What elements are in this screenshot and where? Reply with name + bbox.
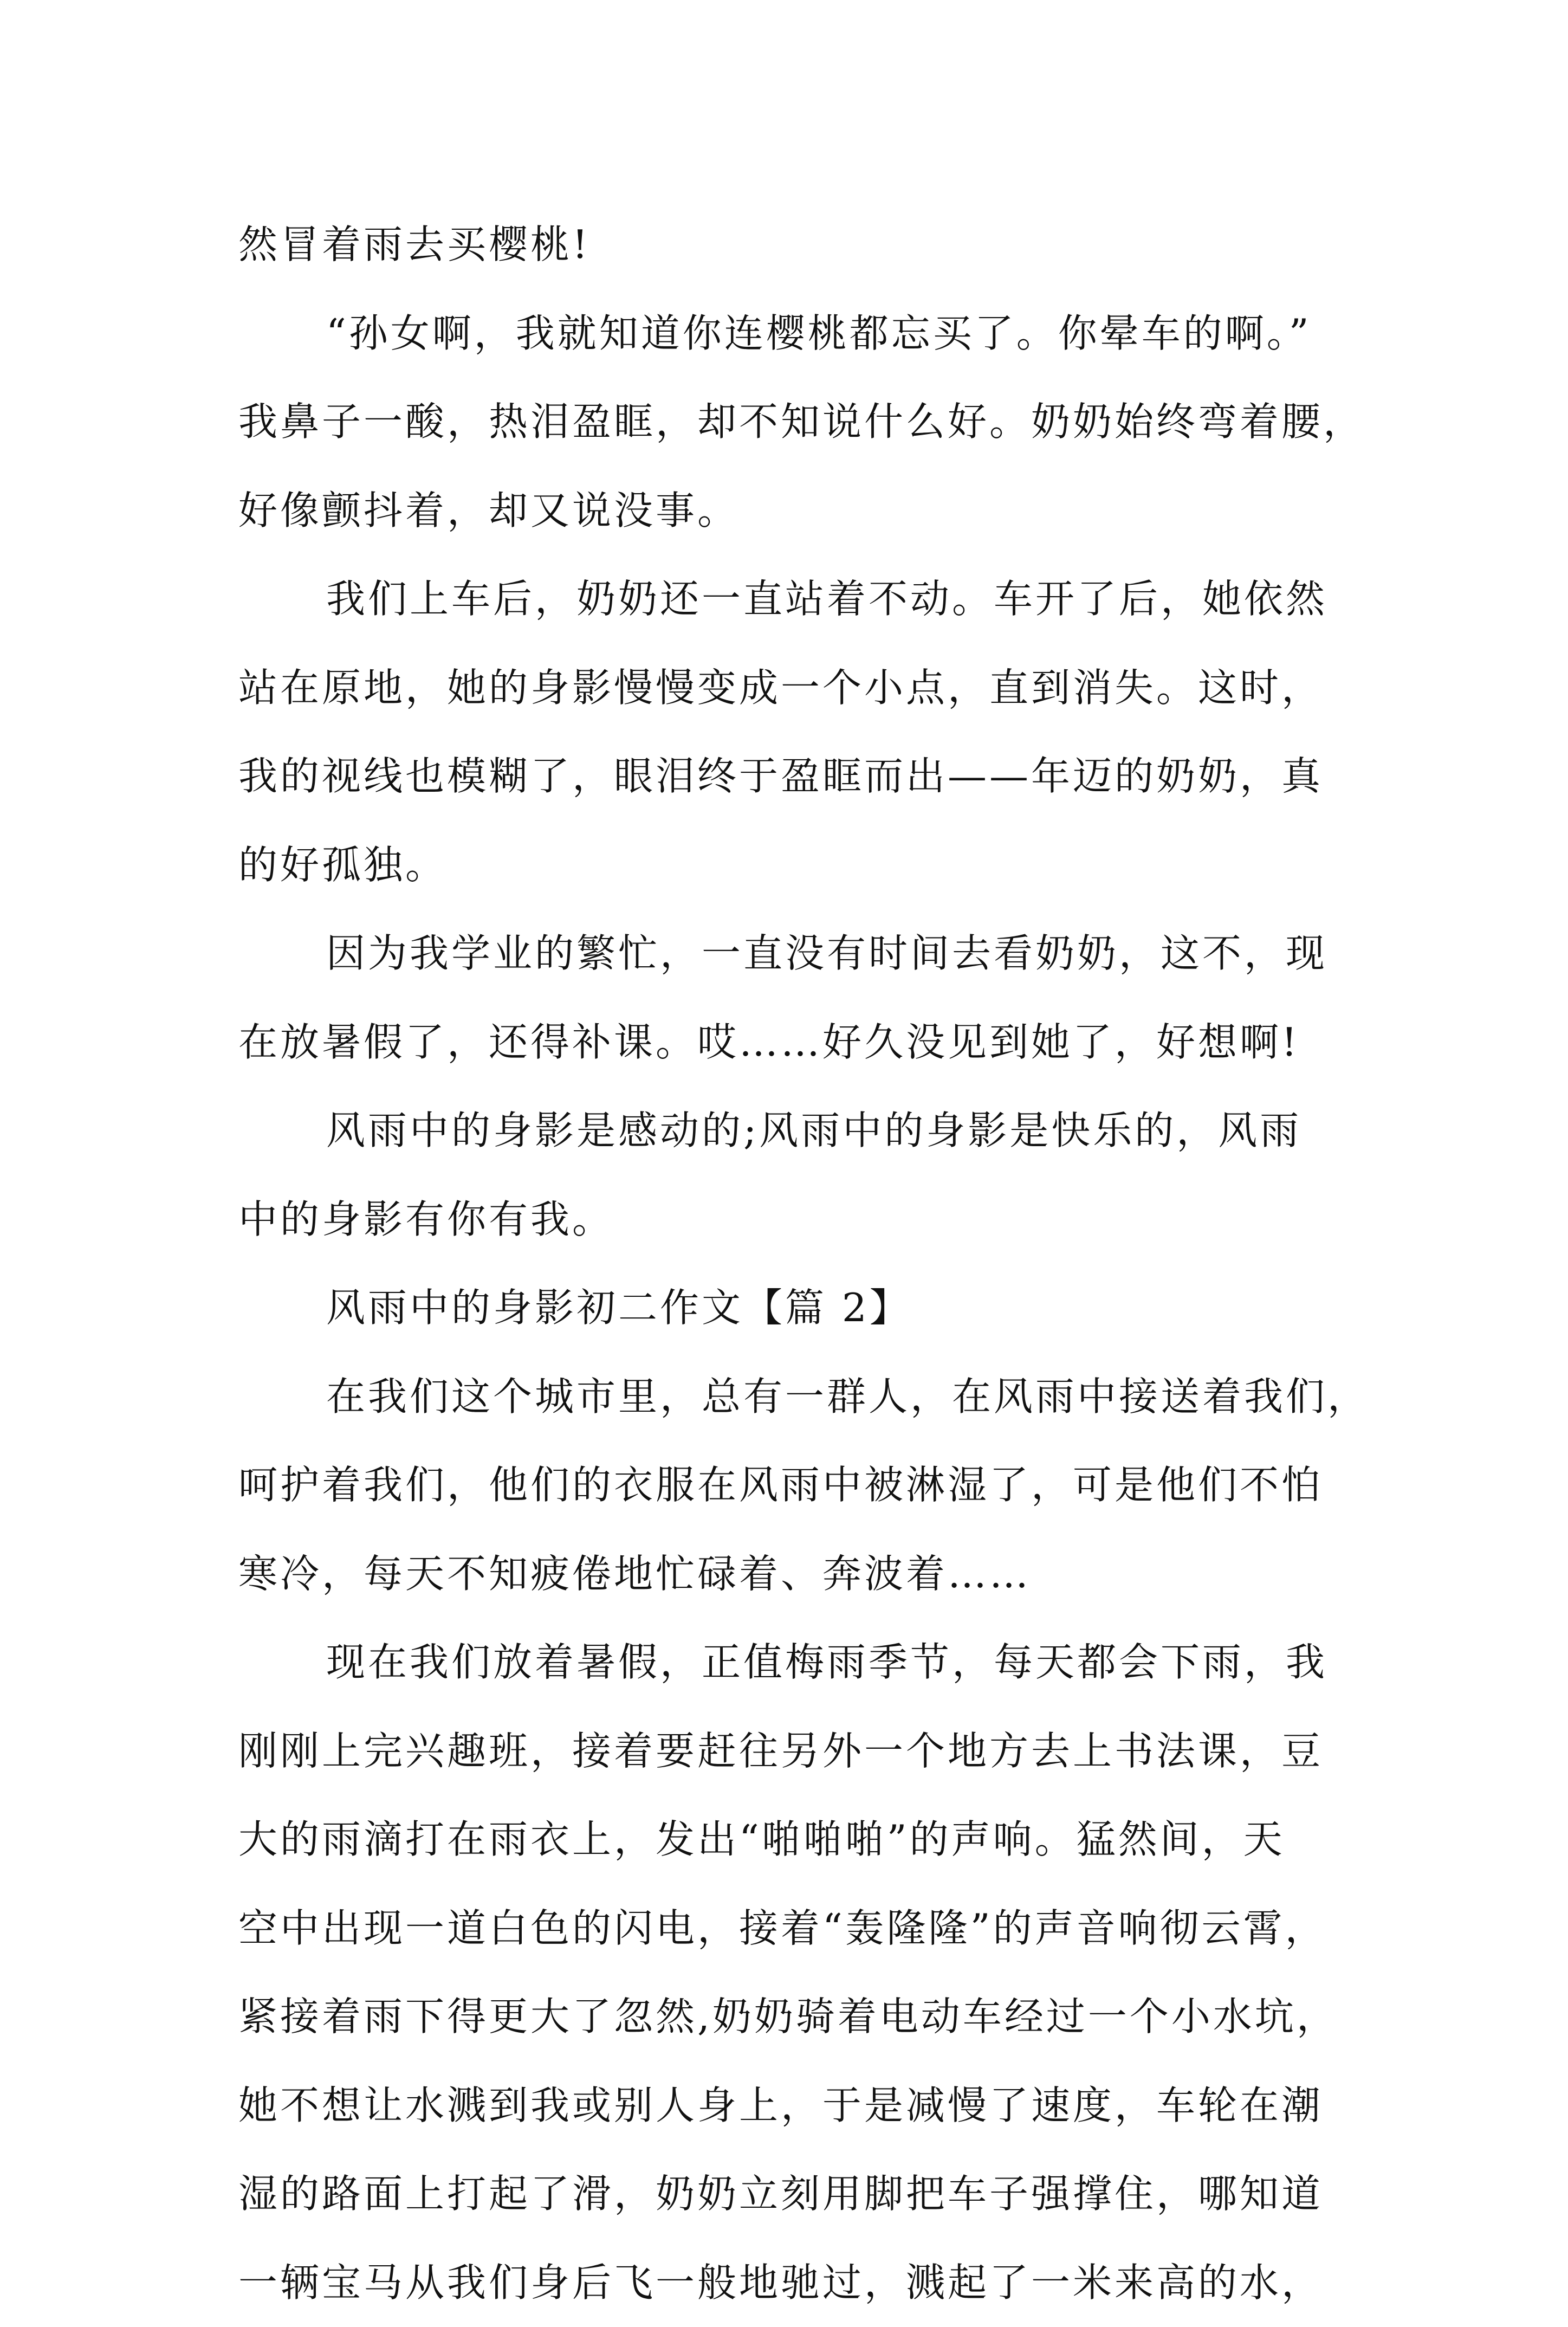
text-line: 然冒着雨去买樱桃!	[238, 201, 1338, 289]
text-line: 因为我学业的繁忙，一直没有时间去看奶奶，这不，现	[238, 909, 1338, 998]
essay-body	[238, 201, 1338, 2327]
text-line: 我们上车后，奶奶还一直站着不动。车开了后，她依然	[238, 555, 1338, 644]
text-line: 湿的路面上打起了滑，奶奶立刻用脚把车子强撑住，哪知道	[238, 2150, 1338, 2239]
text-line: 刚刚上完兴趣班，接着要赶往另外一个地方去上书法课，豆	[238, 1707, 1338, 1796]
text-line: 的好孤独。	[238, 821, 1338, 910]
text-line: 紧接着雨下得更大了忽然,奶奶骑着电动车经过一个小水坑，	[238, 1973, 1338, 2061]
text-line: 风雨中的身影是感动的;风雨中的身影是快乐的，风雨	[238, 1087, 1338, 1175]
section-heading: 风雨中的身影初二作文【篇 2】	[238, 1264, 1338, 1353]
text-line: 我鼻子一酸，热泪盈眶，却不知说什么好。奶奶始终弯着腰，	[238, 378, 1338, 467]
text-line: 寒冷，每天不知疲倦地忙碌着、奔波着……	[238, 1530, 1338, 1619]
text-line: 她不想让水溅到我或别人身上，于是减慢了速度，车轮在潮	[238, 2061, 1338, 2150]
text-line: 中的身影有你有我。	[238, 1175, 1338, 1264]
text-line: 我的视线也模糊了，眼泪终于盈眶而出——年迈的奶奶，真	[238, 732, 1338, 821]
text-line: 大的雨滴打在雨衣上，发出“啪啪啪”的声响。猛然间，天	[238, 1795, 1338, 1884]
text-line: 站在原地，她的身影慢慢变成一个小点，直到消失。这时，	[238, 644, 1338, 733]
text-line: 在我们这个城市里，总有一群人，在风雨中接送着我们，	[238, 1353, 1338, 1442]
text-line: 在放暑假了，还得补课。哎……好久没见到她了，好想啊!	[238, 998, 1338, 1087]
text-line: 现在我们放着暑假，正值梅雨季节，每天都会下雨，我	[238, 1618, 1338, 1707]
text-line: “孙女啊，我就知道你连樱桃都忘买了。你晕车的啊。”	[238, 289, 1338, 378]
text-line: 呵护着我们，他们的衣服在风雨中被淋湿了，可是他们不怕	[238, 1441, 1338, 1530]
text-line: 好像颤抖着，却又说没事。	[238, 467, 1338, 555]
text-line: 空中出现一道白色的闪电，接着“轰隆隆”的声音响彻云霄，	[238, 1884, 1338, 1973]
text-line: 一辆宝马从我们身后飞一般地驰过，溅起了一米来高的水，	[238, 2239, 1338, 2327]
